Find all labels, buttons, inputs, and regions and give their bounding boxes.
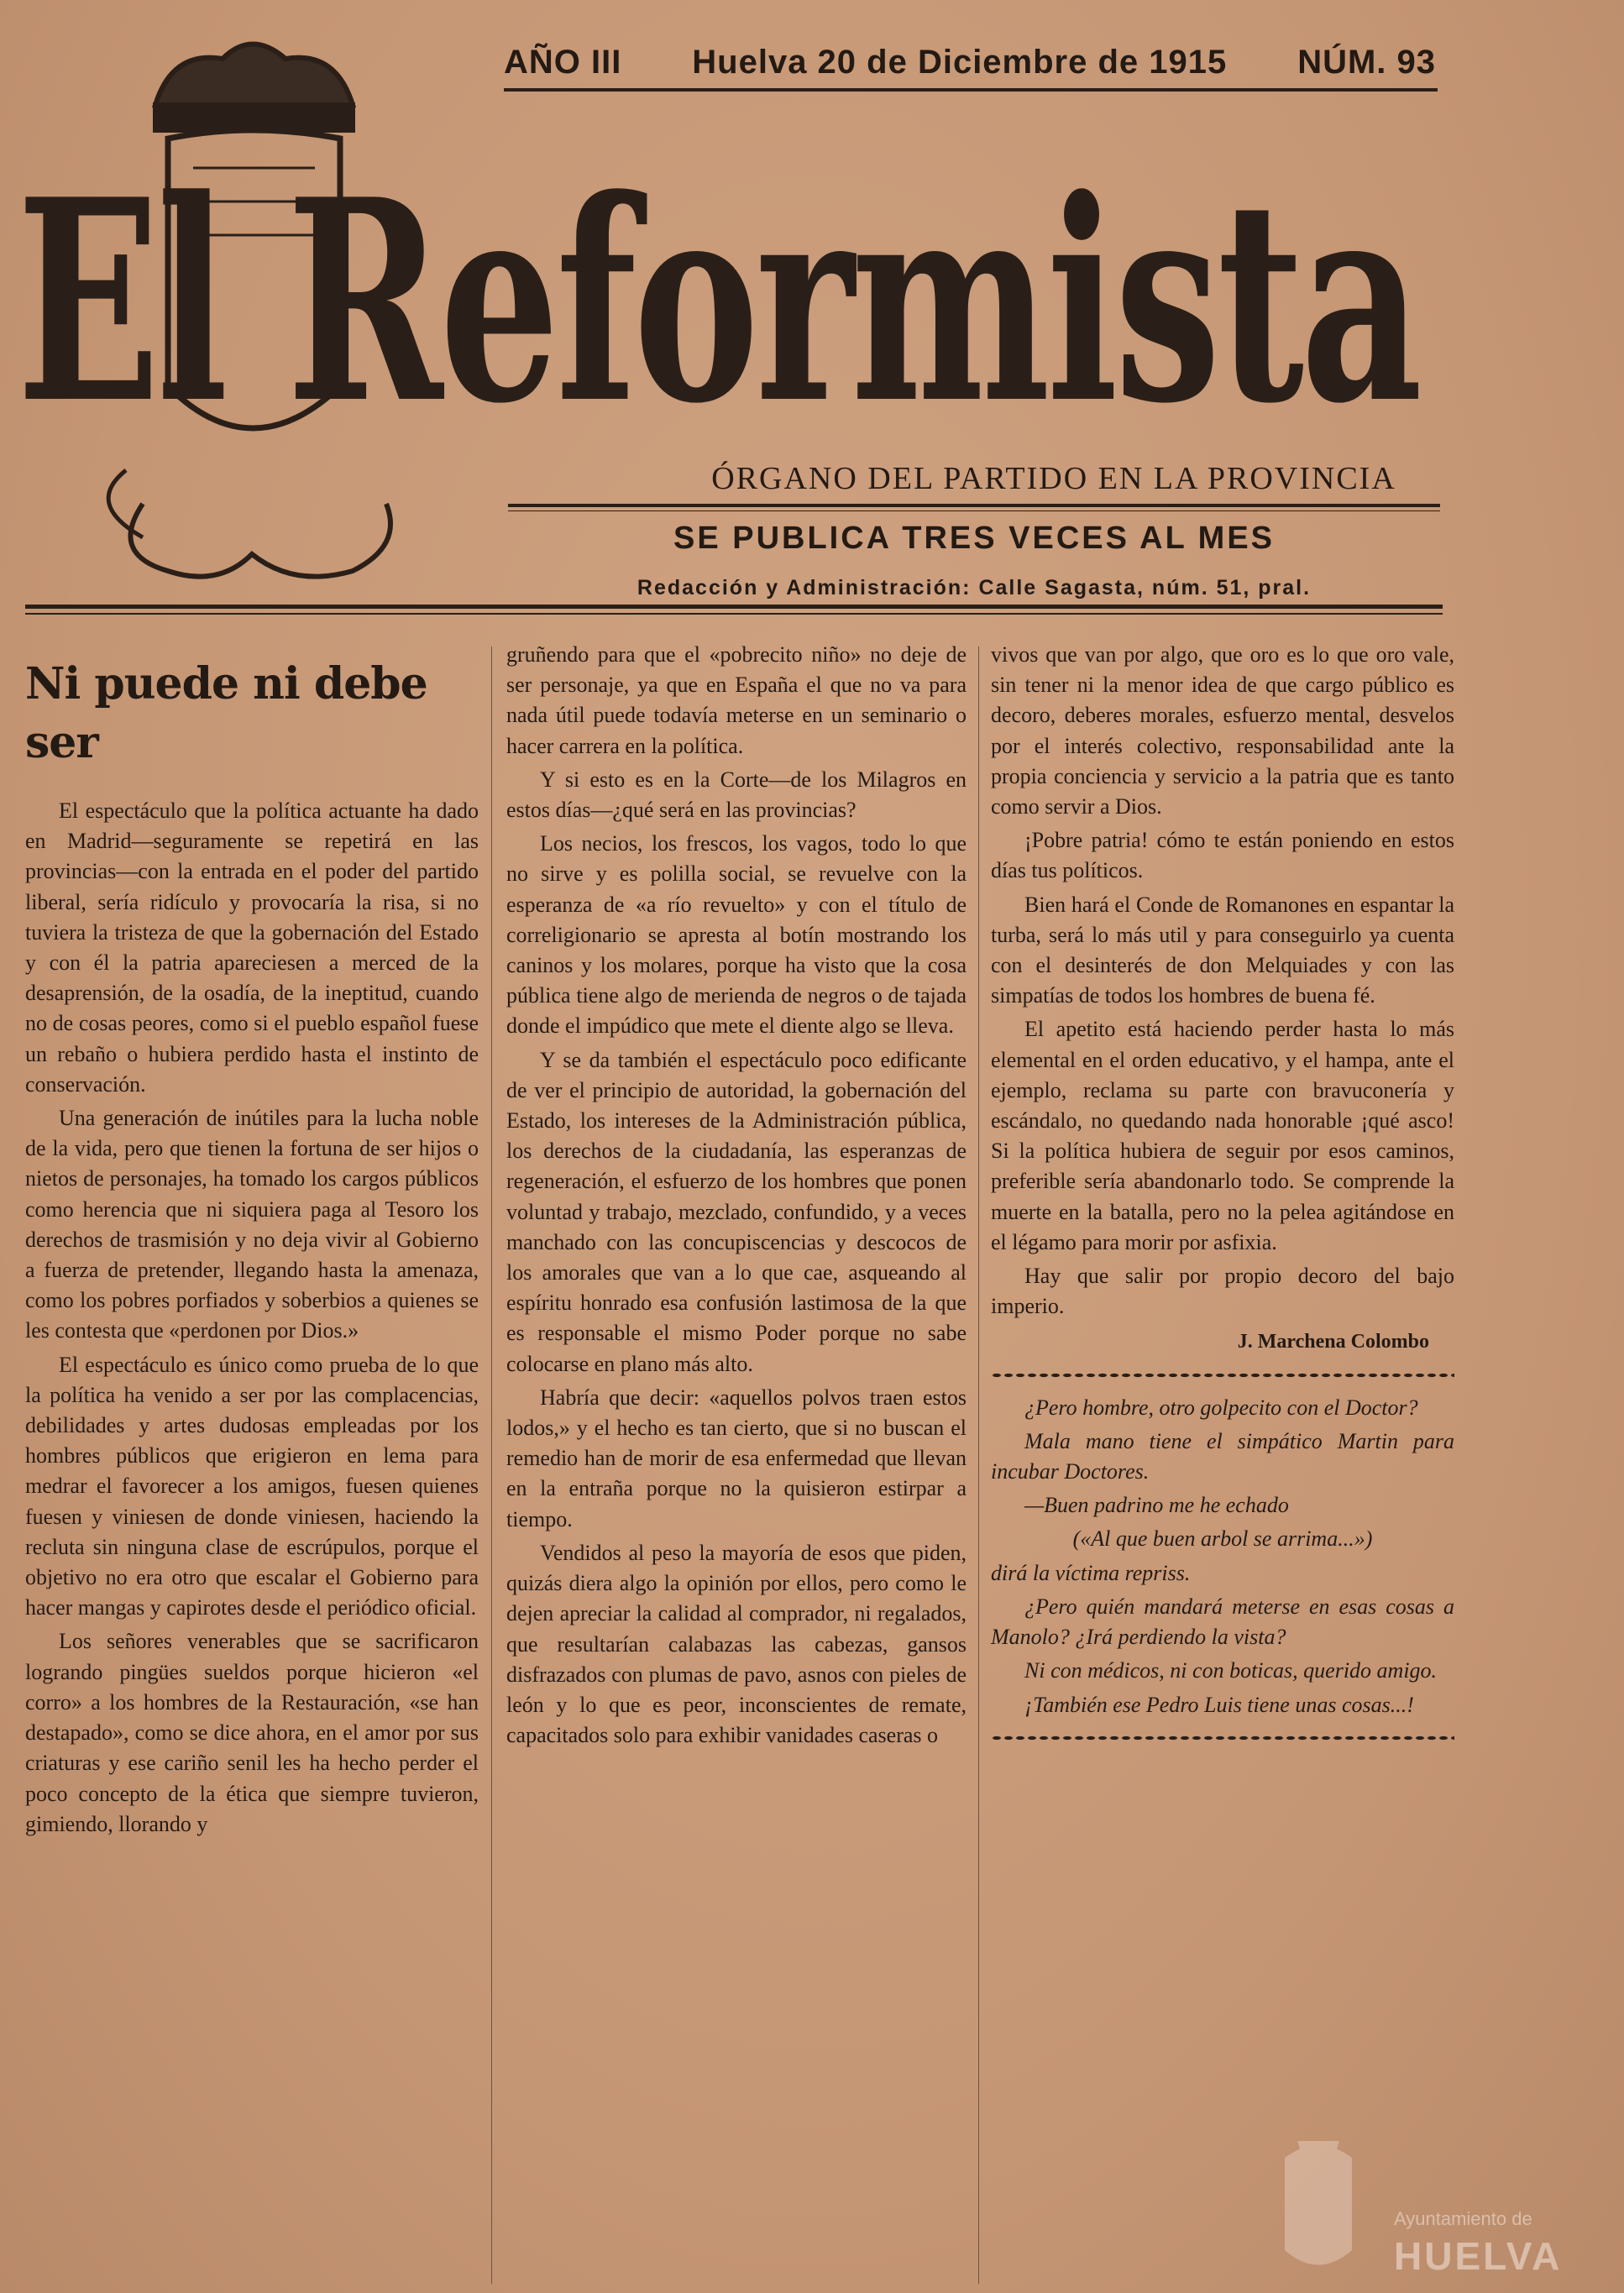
snippet-line: ¿Pero hombre, otro golpecito con el Doctor? xyxy=(1024,1395,1418,1420)
organ-rule xyxy=(508,504,1440,507)
snippet-line: —Buen padrino me he echado xyxy=(1024,1493,1289,1518)
column-divider-2 xyxy=(978,647,979,2284)
organ-rule-thin xyxy=(508,510,1440,511)
snippet-line: Mala mano tiene el simpático Martin para incubar Doctores. xyxy=(991,1428,1454,1484)
masthead-title: El Reformista xyxy=(17,139,1419,464)
watermark-caption: Ayuntamiento de xyxy=(1394,2208,1532,2229)
article-paragraph: vivos que van por algo, que oro es lo que oro vale, sin tener ni la menor idea de que cargo público es decoro, deberes morales, esfuerzo mental, desvelos por el interés colectivo, responsabilidad ante la propia conciencia y servicio a la patria que es tanto como servir a Dios. xyxy=(991,642,1454,819)
article-column-3 xyxy=(991,640,1454,1756)
article-paragraph: gruñendo para que el «pobrecito niño» no deje de ser personaje, ya que en España el que no va para nada útil puede todavía meterse en un seminario o hacer carrera en la política. xyxy=(506,642,967,758)
article-column-2 xyxy=(506,640,967,1754)
masthead-bottom-rule-thin xyxy=(25,613,1443,615)
section-divider-top xyxy=(991,1373,1454,1378)
column-divider-1 xyxy=(491,647,492,2284)
organ-subtitle: ÓRGANO DEL PARTIDO EN LA PROVINCIA xyxy=(711,461,1396,496)
article-paragraph: Bien hará el Conde de Romanones en espantar la turba, será lo más util y para conseguirlo ya cuenta con el desinterés de don Melquiades y con las simpatías de todos los hombres de buena fé. xyxy=(991,892,1454,1008)
article-paragraph: Los señores venerables que se sacrificaron logrando pingües sueldos porque hicieron «el corro» a los hombres de la Restauración, «se han destapado», como se dice ahora, en el amor por sus criaturas y ese cariño senil les ha hecho perder el poco concepto de la ética que siempre tuvieron, gimiendo, llorando y xyxy=(25,1629,479,1836)
article-paragraph: El espectáculo es único como prueba de lo que la política ha venido a ser por las complacencias, debilidades y artes dudosas empleadas por los hombres públicos que erigieron en lema para medrar el favorecer a los amigos, fuesen quienes fuesen y viniesen de donde viniesen, haciendo la recluta sin ninguna clase de escrúpulos, porque el objetivo no era otro que escalar el Gobierno para hacer mangas y capirotes desde el periódico oficial. xyxy=(25,1352,479,1620)
snippet-line: («Al que buen arbol se arrima...») xyxy=(1072,1526,1373,1552)
snippet-line: Ni con médicos, ni con boticas, querido amigo. xyxy=(1024,1658,1438,1683)
article-paragraph: Los necios, los frescos, los vagos, todo lo que no sirve y es polilla social, se revuelve con la esperanza de «a río revuelto» y con el título de correligionario se apresta al botín mostrando los caninos y los molares, porque ha visto que la cosa pública tiene algo de merienda de negros o de tajada donde el impúdico que mete el diente algo se lleva. xyxy=(506,831,967,1039)
watermark-city: HUELVA xyxy=(1394,2234,1563,2278)
section-divider-bottom xyxy=(991,1735,1454,1741)
article-paragraph: Habría que decir: «aquellos polvos traen estos lodos,» y el hecho es tan cierto, que si no buscan el remedio han de morir de esa enfermedad que llevan en la entraña porque no la quisieron estirpar a tiempo. xyxy=(506,1385,967,1531)
article-headline: Ni puede ni debe ser xyxy=(25,658,427,768)
article-paragraph: Hay que salir por propio decoro del bajo imperio. xyxy=(991,1264,1454,1319)
issue-year: AÑO III xyxy=(504,44,622,81)
editorial-address: Redacción y Administración: Calle Sagasta, núm. 51, pral. xyxy=(637,576,1312,599)
article-paragraph: ¡Pobre patria! cómo te están poniendo en estos días tus políticos. xyxy=(991,828,1454,883)
snippet-line: dirá la víctima repriss. xyxy=(991,1560,1191,1585)
publication-frequency: SE PUBLICA TRES VECES AL MES xyxy=(673,521,1276,556)
snippet-line: ¿Pero quién mandará meterse en esas cosas a Manolo? ¿Irá perdiendo la vista? xyxy=(991,1594,1454,1650)
article-paragraph: Una generación de inútiles para la lucha noble de la vida, pero que tienen la fortuna de ser hijos o nietos de personajes, ha tomado los cargos públicos como herencia que ni siquiera paga al Tesoro los derechos de trasmisión y no deja vivir al Gobierno a fuerza de pretender, llegando hasta la amenaza, como los pobres porfiados y soberbios a quienes se les contesta que «perdonen por Dios.» xyxy=(25,1106,479,1343)
article-paragraph: Y si esto es en la Corte—de los Milagros en estos días—¿qué será en las provincias? xyxy=(506,767,967,823)
snippet-line: ¡También ese Pedro Luis tiene unas cosas...! xyxy=(1024,1692,1414,1717)
article-column-1 xyxy=(25,647,479,1843)
article-paragraph: Y se da también el espectáculo poco edificante de ver el principio de autoridad, la gobernación del Estado, los intereses de la Administración pública, los derechos de la ciudadanía, las esperanzas de regeneración, el esfuerzo de los hombres que ponen voluntad y trabajo, mezclado, confundido, y a veces manchado con las concupiscencias y descocos de los amorales que van a lo que cae, asqueando al espíritu honrado esa confusión lastimosa de la que es responsable el mismo Poder porque no sabe colocarse en plano más alto. xyxy=(506,1047,967,1376)
article-signature: J. Marchena Colombo xyxy=(1237,1331,1429,1353)
article-paragraph: El apetito está haciendo perder hasta lo más elemental en el orden educativo, y el hampa, ante el ejemplo, reclama su parte con bravuconería y escándalo, no quedando nada honorable ¡qué asco! Si la política hubiera de seguir por esos caminos, preferible sería abandonarlo todo. Se comprende la muerte en la batalla, pero no la pelea agitándose en el légamo para morir por asfixia. xyxy=(991,1017,1454,1254)
issue-date: Huelva 20 de Diciembre de 1915 xyxy=(692,44,1228,81)
issue-number: NÚM. 93 xyxy=(1297,44,1436,81)
article-paragraph: El espectáculo que la política actuante ha dado en Madrid—seguramente se repetirá en las provincias—con la entrada en el poder del partido liberal, sería ridículo y provocaría la risa, si no tuviera la tristeza de que la gobernación del Estado y con él la patria apareciesen a merced de la desaprensión, de la osadía, de la ineptitud, cuando no de cosas peores, como si el pueblo español fuese un rebaño o hubiera perdido hasta el instinto de conservación. xyxy=(25,798,479,1097)
snippet-section xyxy=(991,1393,1454,1720)
article-paragraph: Vendidos al peso la mayoría de esos que piden, quizás diera algo la opinión por ellos, pero como le dejen apreciar la calidad al comprador, ni regalados, que resultarían calabazas las cabezas, gansos disfrazados con plumas de pavo, asnos con pieles de león y lo que es peor, inconscientes de remate, capacitados solo para exhibir vanidades caseras o xyxy=(506,1540,967,1748)
masthead-bottom-rule xyxy=(25,605,1443,609)
